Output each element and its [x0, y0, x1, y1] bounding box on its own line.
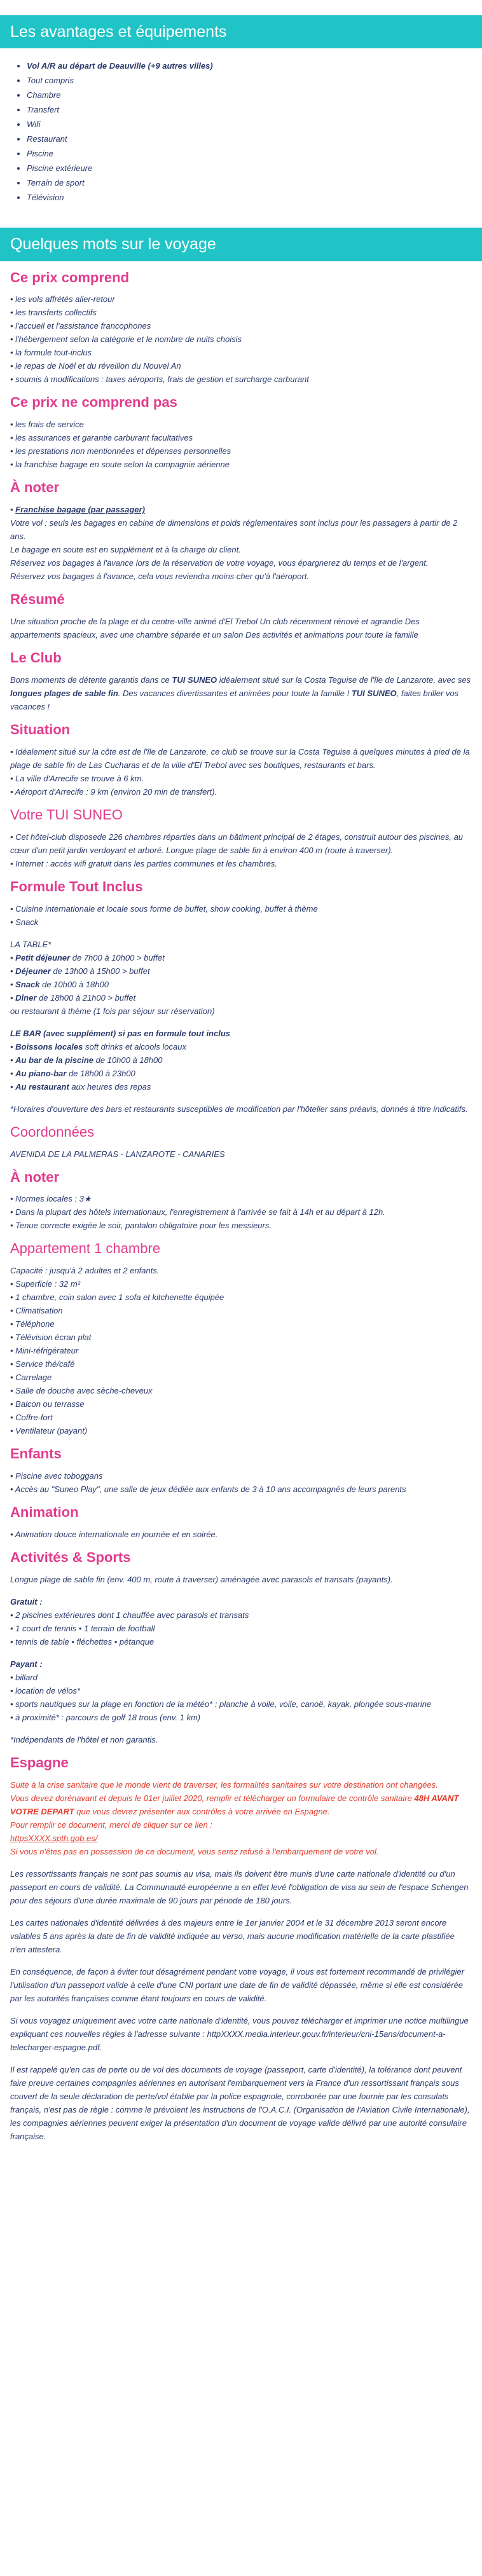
bar-title: LE BAR (avec supplément) si pas en formule tout inclus	[10, 1028, 231, 1038]
a-noter-line: Réservez vos bagages à l'avance lors de la réservation de votre voyage, vous épargnerez du temps et de l'argent.	[10, 558, 429, 568]
a-noter-2-title: À noter	[10, 1168, 59, 1185]
franchise-bagage-title: Franchise bagage (par passager)	[15, 505, 145, 515]
list-item: 1 court de tennis • 1 terrain de football	[15, 1623, 155, 1633]
list-item: Ventilateur (payant)	[15, 1426, 88, 1436]
list-item: les assurances et garantie carburant facultatives	[15, 433, 193, 443]
list-item: les transferts collectifs	[15, 308, 97, 318]
appartement-list: Capacité : jusqu'à 2 adultes et 2 enfants. • Superficie : 32 m² • 1 chambre, coin salon avec 1 sofa et kitchenette équipée • Climatisation • Téléphone • Télévision écran plat • Mini-réfrigérateur • Service thé/café • Carrelage • Salle de douche avec sèche-cheveux • Balcon ou terrasse • Coffre-fort • Ventilateur (payant)	[10, 1264, 472, 1437]
list-item: Superficie : 32 m²	[15, 1279, 81, 1289]
list-item: sports nautiques sur la plage en fonction de la météo* : planche à voile, voile, canoë, kayak, plongée sous-marine	[15, 1699, 432, 1709]
list-item: Cet hôtel-club disposede 226 chambres réparties dans un bâtiment principal de 2 étages, construit autour des piscines, au cœur d'un petit jardin verdoyant et arboré. Longue plage de sable fin à environ 400 m (route à traverser).	[10, 832, 464, 855]
coordonnees-address: AVENIDA DE LA PALMERAS - LANZAROTE - CANARIES	[10, 1149, 225, 1159]
brand-name: TUI SUNEO	[172, 675, 217, 685]
list-item: Normes locales : 3★	[15, 1194, 92, 1204]
avantages-list	[0, 55, 482, 211]
list-item: à proximité* : parcours de golf 18 trous (env. 1 km)	[15, 1712, 201, 1722]
avantage-item: • Tout compris	[27, 73, 482, 88]
a-noter-line: Votre vol : seuls les bagages en cabine de dimensions et poids réglementaires sont inclus pour les passagers à partir de 2 ans.	[10, 518, 458, 542]
espagne-paragraph: Il est rappelé qu'en cas de perte ou de vol des documents de voyage (passeport, carte d'identité), la tolérance dont peuvent faire preuve certaines compagnies aériennes en autorisant l'embarquement vers la France d'un ressortissant français sous couvert de la seule déclaration de perte/vol établie par la police espagnole, corroborée par une fournie par les consulats français, n'est pas de règle : comme le prévoient les instructions de l'O.A.C.I. (Organisation de l'Aviation Civile Internationale), les compagnies aériennes peuvent exiger la présentation d'un document de voyage valide délivré par une autorité consulaire française.	[10, 2064, 470, 2141]
highlight: longues plages de sable fin	[10, 688, 118, 698]
avantage-item: • Restaurant	[27, 132, 482, 146]
list-item: la formule tout-inclus	[15, 348, 92, 358]
prix-comprend-title: Ce prix comprend	[10, 269, 130, 285]
alert-bold: 48H AVANT VOTRE DEPART	[10, 1793, 459, 1816]
activites-footnote: *Indépendants de l'hôtel et non garantis.	[10, 1734, 158, 1744]
list-item: les frais de service	[15, 420, 84, 430]
list-item: l'hébergement selon la catégorie et le nombre de nuits choisis	[15, 334, 242, 345]
list-item: Climatisation	[15, 1306, 63, 1316]
list-item: Animation douce internationale en journée et en soirée.	[15, 1530, 218, 1540]
list-item: Salle de douche avec sèche-cheveux	[15, 1386, 153, 1396]
espagne-paragraph: Les ressortissants français ne sont pas soumis au visa, mais ils doivent être munis d'une carte nationale d'identité ou d'un passeport en cours de validité. La Communauté européenne a en effet levé l'obligation de visa au sein de l'espace Schengen pour des séjours d'une durée maximale de 90 jours par période de 180 jours.	[10, 1868, 469, 1905]
enfants-list: • Piscine avec toboggans • Accès au "Suneo Play", une salle de jeux dédiée aux enfants de 3 à 10 ans accompagnés de leurs parents	[10, 1471, 406, 1495]
list-item: Aéroport d'Arrecife : 9 km (environ 20 min de transfert).	[15, 786, 217, 797]
prix-ne-comprend-title: Ce prix ne comprend pas	[10, 394, 177, 411]
list-item: le repas de Noël et du réveillon du Nouvel An	[15, 361, 181, 371]
votre-suneo-list: • Cet hôtel-club disposede 226 chambres réparties dans un bâtiment principal de 2 étages, construit autour des piscines, au cœur d'un petit jardin verdoyant et arboré. Longue plage de sable fin à environ 400 m (route à traverser). • Internet : accès wifi gratuit dans les parties communes et les chambres.	[10, 832, 464, 868]
list-item: location de vélos*	[15, 1685, 81, 1696]
list-item: soumis à modifications : taxes aéroports, frais de gestion et surcharge carburant	[15, 374, 309, 385]
a-noter-line: Réservez vos bagages à l'avance, cela vous reviendra moins cher qu'à l'aéroport.	[10, 572, 309, 582]
voyage-title: Quelques mots sur le voyage	[0, 228, 482, 261]
a-noter-title: À noter	[10, 479, 59, 496]
espagne-alert: Suite à la crise sanitaire que le monde vient de traverser, les formalités sanitaires sur votre destination ont changées. Vous devez dorénavant et depuis le 01er juillet 2020, remplir et télécharger un formulaire de contrôle sanitaire 48H AVANT VOTRE DEPART que vous devrez présenter aux contrôles à votre arrivée en Espagne. Pour remplir ce document, merci de cliquer sur ce lien : httpsXXXX.spth.gob.es/ Si vous n'êtes pas en possession de ce document, vous serez refusé à l'embarquement de votre vol.	[10, 1778, 472, 1858]
list-item: Tenue correcte exigée le soir, pantalon obligatoire pour les messieurs.	[15, 1221, 272, 1231]
avantage-item: • Vol A/R au départ de Deauville (+9 autres villes)	[27, 58, 482, 73]
list-item: Idéalement situé sur la côte est de l'île de Lanzarote, ce club se trouve sur la Costa Teguise à quelques minutes à pied de la plage de sable fin de Las Cucharas et de la ville d'El Trebol avec ses boutiques, restaurants et bars.	[10, 746, 470, 770]
a-noter-line: Le bagage en soute est en supplément et à la charge du client.	[10, 545, 241, 555]
a-noter-content: • Franchise bagage (par passager) Votre vol : seuls les bagages en cabine de dimensions et poids réglementaires sont inclus pour les passagers à partir de 2 ans. Le bagage en soute est en supplément et à la charge du client. Réservez vos bagages à l'avance lors de la réservation de votre voyage, vous épargnerez du temps et de l'argent. Réservez vos bagages à l'avance, cela vous reviendra moins cher qu'à l'aéroport.	[10, 503, 472, 583]
voyage-section	[0, 268, 482, 2143]
list-item: les prestations non mentionnées et dépenses personnelles	[15, 446, 231, 456]
avantage-item: • Wifi	[27, 117, 482, 132]
resume-text: Une situation proche de la plage et du centre-ville animé d'El Trebol Un club récemment rénové et agrandie Des appartements spacieux, avec une chambre séparée et un salon Des activités et animations pour toute la famille	[10, 617, 420, 640]
prix-comprend-list: • les vols affrétés aller-retour • les transferts collectifs • l'accueil et l'assistance francophones • l'hébergement selon la catégorie et le nombre de nuits choisis • la formule tout-inclus • le repas de Noël et du réveillon du Nouvel An • soumis à modifications : taxes aéroports, frais de gestion et surcharge carburant	[10, 294, 309, 385]
list-item: la franchise bagage en soute selon la compagnie aérienne	[15, 460, 230, 470]
avantage-item: • Terrain de sport	[27, 175, 482, 190]
list-item: billard	[15, 1672, 38, 1682]
list-item: les vols affrétés aller-retour	[15, 294, 115, 305]
formule-footnote: *Horaires d'ouverture des bars et restaurants susceptibles de modification par l'hôtelier sans préavis, donnés à titre indicatifs.	[10, 1104, 468, 1114]
coordonnees-title: Coordonnées	[10, 1123, 95, 1140]
list-item: Carrelage	[15, 1373, 52, 1383]
list-item: Internet : accès wifi gratuit dans les parties communes et les chambres.	[15, 858, 278, 868]
espagne-title: Espagne	[10, 1754, 69, 1771]
formule-content: • Cuisine internationale et locale sous forme de buffet, show cooking, buffet à thème • Snack LA TABLE* • Petit déjeuner de 7h00 à 10h00 > buffet • Déjeuner de 13h00 à 15h00 > buffet • Snack de 10h00 à 18h00 • Dîner de 18h00 à 21h00 > buffet ou restaurant à thème (1 fois par séjour sur réservation) LE BAR (avec supplément) si pas en formule tout inclus • Boissons locales soft drinks et alcools locaux • Au bar de la piscine de 10h00 à 18h00 • Au piano-bar de 18h00 à 23h00 • Au restaurant aux heures des repas *Horaires d'ouverture des bars et restaurants susceptibles de modification par l'hôtelier sans préavis, donnés à titre indicatifs.	[10, 902, 472, 1116]
brand-name: TUI SUNEO	[351, 688, 397, 698]
activites-title: Activités & Sports	[10, 1549, 131, 1566]
votre-suneo-title: Votre TUI SUNEO	[10, 806, 123, 823]
page	[0, 15, 482, 2143]
list-item: Cuisine internationale et locale sous forme de buffet, show cooking, buffet à thème	[15, 903, 318, 914]
situation-list: • Idéalement situé sur la côte est de l'île de Lanzarote, ce club se trouve sur la Costa Teguise à quelques minutes à pied de la plage de sable fin de Las Cucharas et de la ville d'El Trebol avec ses boutiques, restaurants et bars. • La ville d'Arrecife se trouve à 6 km. • Aéroport d'Arrecife : 9 km (environ 20 min de transfert).	[10, 746, 470, 797]
avantage-item: • Télévision	[27, 190, 482, 205]
list-item: Piscine avec toboggans	[15, 1471, 103, 1481]
animation-list: • Animation douce internationale en journée et en soirée.	[10, 1530, 218, 1540]
avantage-item: • Piscine	[27, 146, 482, 161]
activites-content: Longue plage de sable fin (env. 400 m, route à traverser) aménagée avec parasols et transats (payants). Gratuit : • 2 piscines extérieures dont 1 chauffée avec parasols et transats • 1 court de tennis • 1 terrain de football • tennis de table • fléchettes • pétanque Payant : • billard • location de vélos* • sports nautiques sur la plage en fonction de la météo* : planche à voile, voile, canoë, kayak, plongée sous-marine • à proximité* : parcours de golf 18 trous (env. 1 km) *Indépendants de l'hôtel et non garantis.	[10, 1573, 472, 1746]
appartement-title: Appartement 1 chambre	[10, 1240, 161, 1257]
espagne-paragraph: En conséquence, de façon à éviter tout désagrément pendant votre voyage, il vous est fortement recommandé de privilégier l'utilisation d'un passeport valide à celle d'une CNI portant une date de fin de validité dépassée, même si elle est considérée par les autorités françaises comme étant toujours en cours de validité.	[10, 1966, 464, 2003]
gratuit-title: Gratuit :	[10, 1596, 43, 1607]
formule-title: Formule Tout Inclus	[10, 878, 143, 894]
list-item: Balcon ou terrasse	[15, 1399, 85, 1409]
club-title: Le Club	[10, 650, 62, 666]
list-item: Coffre-fort	[15, 1413, 53, 1423]
avantage-item: • Transfert	[27, 102, 482, 117]
activites-intro: Longue plage de sable fin (env. 400 m, route à traverser) aménagée avec parasols et transats (payants).	[10, 1574, 393, 1584]
list-item: 1 chambre, coin salon avec 1 sofa et kitchenette équipée	[15, 1292, 224, 1303]
resume-title: Résumé	[10, 591, 65, 608]
situation-title: Situation	[10, 721, 71, 737]
a-noter-2-list: • Normes locales : 3★ • Dans la plupart des hôtels internationaux, l'enregistrement à l'arrivée se fait à 14h et au départ à 12h. • Tenue correcte exigée le soir, pantalon obligatoire pour les messieurs.	[10, 1194, 385, 1231]
list-item: Service thé/café	[15, 1359, 75, 1369]
table-note: ou restaurant à thème (1 fois par séjour sur réservation)	[10, 1006, 215, 1016]
list-item: l'accueil et l'assistance francophones	[15, 321, 151, 331]
list-item: Dans la plupart des hôtels internationaux, l'enregistrement à l'arrivée se fait à 14h et au départ à 12h.	[15, 1207, 385, 1217]
club-text: Bons moments de détente garantis dans ce TUI SUNEO idéalement situé sur la Costa Teguise de l'île de Lanzarote, avec ses longues plages de sable fin. Des vacances divertissantes et animées pour toute la famille ! TUI SUNEO, faites briller vos vacances !	[10, 675, 471, 711]
list-item: Téléphone	[15, 1319, 55, 1329]
espagne-paragraph: Si vous voyagez uniquement avec votre carte nationale d'identité, vous pouvez télécharger et imprimer une notice multilingue expliquant ces nouvelles règles à l'adresse suivante : httpXXXX.media.interieur.gouv.fr/interieur/cni-15ans/document-a-telecharger-espagne.pdf.	[10, 2015, 469, 2052]
list-item: Accès au "Suneo Play", une salle de jeux dédiée aux enfants de 3 à 10 ans accompagnés de leurs parents	[15, 1484, 406, 1495]
table-title: LA TABLE*	[10, 939, 52, 949]
list-item: tennis de table • fléchettes • pétanque	[15, 1636, 155, 1647]
prix-ne-comprend-list: • les frais de service • les assurances et garantie carburant facultatives • les prestations non mentionnées et dépenses personnelles • la franchise bagage en soute selon la compagnie aérienne	[10, 420, 231, 470]
formulaire-link[interactable]: httpsXXXX.spth.gob.es/	[10, 1833, 98, 1843]
espagne-paragraph: Les cartes nationales d'identité délivrées à des majeurs entre le 1er janvier 2004 et le 31 décembre 2013 seront encore valables 5 ans après la date de fin de validité indiquée au verso, mais aucune modification matérielle de la carte plastifiée n'en attestera.	[10, 1917, 455, 1954]
list-item: Mini-réfrigérateur	[15, 1346, 79, 1356]
appartement-capacity: Capacité : jusqu'à 2 adultes et 2 enfants.	[10, 1266, 160, 1276]
list-item: La ville d'Arrecife se trouve à 6 km.	[15, 773, 144, 783]
list-item: Télévision écran plat	[15, 1333, 92, 1343]
animation-title: Animation	[10, 1504, 79, 1521]
list-item: Snack	[15, 917, 39, 927]
list-item: 2 piscines extérieures dont 1 chauffée avec parasols et transats	[15, 1610, 249, 1620]
avantages-title: Les avantages et équipements	[0, 15, 482, 48]
avantage-item: • Chambre	[27, 88, 482, 102]
enfants-title: Enfants	[10, 1446, 62, 1462]
payant-title: Payant :	[10, 1659, 43, 1669]
avantage-item: • Piscine extérieure	[27, 161, 482, 175]
